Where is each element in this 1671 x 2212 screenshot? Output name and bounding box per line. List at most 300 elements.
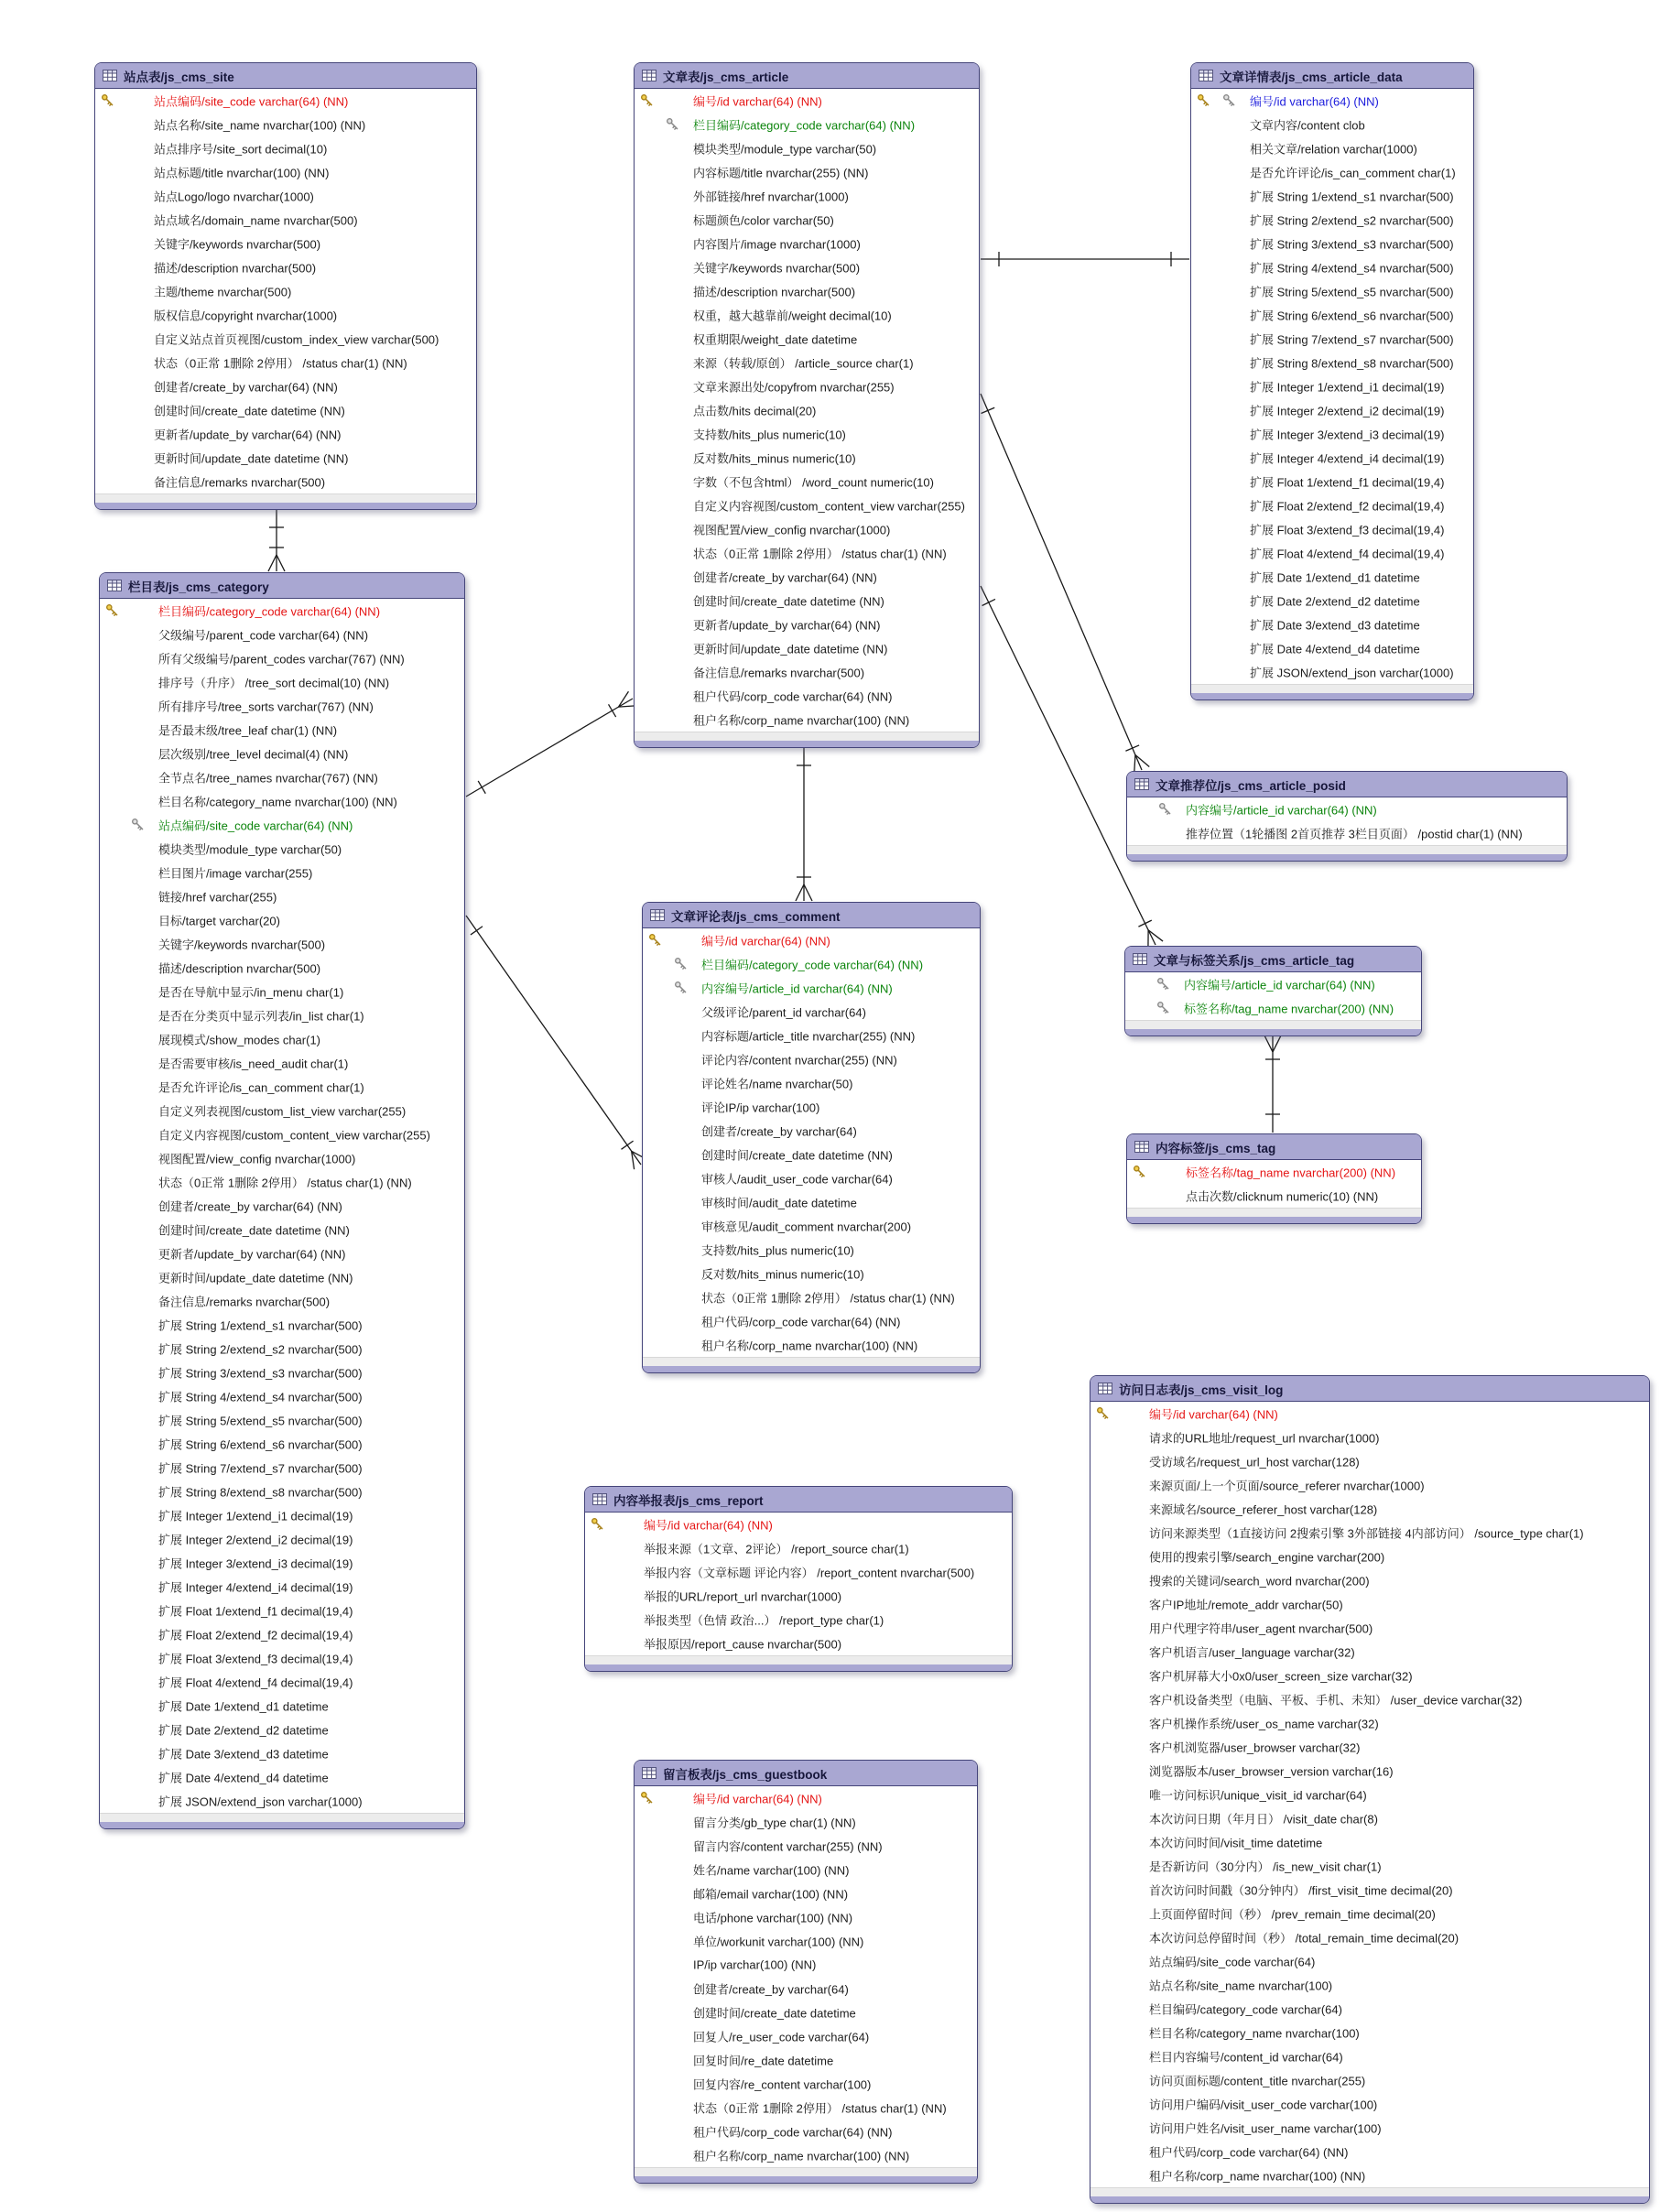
field-row bbox=[1090, 2163, 1649, 2187]
primary-key-icon bbox=[640, 1791, 654, 1809]
table-title: 文章评论表/js_cms_comment bbox=[671, 909, 841, 924]
field-label: 来源域名/source_referer_host varchar(128) bbox=[1149, 1502, 1378, 1517]
table-title: 文章表/js_cms_article bbox=[663, 70, 789, 84]
field-row bbox=[95, 208, 476, 232]
field-row bbox=[635, 565, 979, 589]
field-label: 编号/id varchar(64) (NN) bbox=[1250, 94, 1379, 109]
field-label: 创建时间/create_date datetime (NN) bbox=[693, 594, 884, 609]
table-title: 内容举报表/js_cms_report bbox=[613, 1493, 764, 1508]
field-label: IP/ip varchar(100) (NN) bbox=[693, 1957, 817, 1972]
table-header[interactable] bbox=[1090, 1376, 1649, 1402]
field-row bbox=[1090, 2021, 1649, 2044]
table-icon bbox=[1134, 778, 1149, 790]
field-label: 栏目图片/image varchar(255) bbox=[158, 866, 313, 881]
field-row bbox=[1090, 1711, 1649, 1735]
field-row bbox=[100, 694, 464, 718]
field-label: 内容编号/article_id varchar(64) (NN) bbox=[701, 981, 893, 996]
foreign-key-icon bbox=[1222, 93, 1236, 112]
field-label: 租户名称/corp_name nvarchar(100) (NN) bbox=[693, 713, 910, 728]
field-row bbox=[635, 255, 979, 279]
table-title: 文章推荐位/js_cms_article_posid bbox=[1156, 778, 1346, 793]
field-label: 状态（0正常 1删除 2停用） /status char(1) (NN) bbox=[701, 1291, 955, 1306]
field-row bbox=[643, 1309, 980, 1333]
table-js_cms_tag[interactable] bbox=[1126, 1133, 1422, 1224]
table-header[interactable] bbox=[585, 1487, 1012, 1513]
field-row bbox=[1090, 1664, 1649, 1687]
field-label: 更新者/update_by varchar(64) (NN) bbox=[158, 1247, 346, 1262]
field-row bbox=[1090, 1925, 1649, 1949]
field-label: 扩展 String 1/extend_s1 nvarchar(500) bbox=[158, 1318, 363, 1333]
field-label: 内容编号/article_id varchar(64) (NN) bbox=[1186, 803, 1377, 818]
field-label: 扩展 Integer 2/extend_i2 decimal(19) bbox=[1250, 404, 1445, 418]
field-label: 扩展 Float 4/extend_f4 decimal(19,4) bbox=[158, 1675, 353, 1690]
field-row bbox=[100, 813, 464, 837]
field-label: 外部链接/href nvarchar(1000) bbox=[693, 190, 849, 204]
table-fields bbox=[1090, 1402, 1649, 2187]
connector-category-comment bbox=[466, 916, 647, 1169]
field-label: 扩展 JSON/extend_json varchar(1000) bbox=[1250, 666, 1454, 680]
field-label: 文章来源出处/copyfrom nvarchar(255) bbox=[693, 380, 895, 395]
field-label: 请求的URL地址/request_url nvarchar(1000) bbox=[1149, 1431, 1380, 1446]
field-row bbox=[100, 1646, 464, 1670]
field-label: 扩展 Float 4/extend_f4 decimal(19,4) bbox=[1250, 547, 1445, 561]
table-header[interactable] bbox=[643, 903, 980, 928]
field-row bbox=[95, 89, 476, 113]
table-fields bbox=[100, 599, 464, 1813]
table-footer-bar bbox=[585, 1664, 1012, 1671]
field-label: 来源（转载/原创） /article_source char(1) bbox=[693, 356, 914, 371]
table-header[interactable] bbox=[1127, 1134, 1421, 1160]
field-row bbox=[100, 1337, 464, 1361]
field-label: 是否在分类页中显示列表/in_list char(1) bbox=[158, 1009, 364, 1024]
field-row bbox=[1090, 1806, 1649, 1830]
table-icon bbox=[642, 70, 656, 81]
field-row bbox=[95, 255, 476, 279]
table-footer bbox=[585, 1655, 1012, 1664]
field-row bbox=[1191, 660, 1473, 684]
table-footer-bar bbox=[1127, 1217, 1421, 1223]
field-row bbox=[635, 1858, 977, 1881]
field-row bbox=[1191, 589, 1473, 613]
foreign-key-icon bbox=[674, 957, 688, 975]
field-row bbox=[635, 1977, 977, 2001]
field-row bbox=[95, 113, 476, 136]
field-row bbox=[635, 398, 979, 422]
field-row bbox=[100, 1694, 464, 1718]
table-title: 文章与标签关系/js_cms_article_tag bbox=[1154, 953, 1355, 968]
field-row bbox=[643, 1047, 980, 1071]
table-header[interactable] bbox=[635, 63, 979, 89]
field-row bbox=[100, 742, 464, 765]
field-row bbox=[643, 1285, 980, 1309]
field-label: 访问页面标题/content_title nvarchar(255) bbox=[1149, 2074, 1366, 2088]
field-label: 使用的搜索引擎/search_engine varchar(200) bbox=[1149, 1550, 1385, 1565]
field-label: 点击数/hits decimal(20) bbox=[693, 404, 817, 418]
field-row bbox=[635, 303, 979, 327]
field-label: 推荐位置（1轮播图 2首页推荐 3栏目页面） /postid char(1) (NN) bbox=[1186, 827, 1523, 841]
field-row bbox=[100, 1741, 464, 1765]
table-header[interactable] bbox=[635, 1761, 977, 1786]
field-label: 栏目名称/category_name nvarchar(100) bbox=[1149, 2026, 1360, 2041]
field-row bbox=[1191, 565, 1473, 589]
field-row bbox=[643, 1190, 980, 1214]
table-footer-bar bbox=[1125, 1029, 1421, 1036]
field-row bbox=[1127, 1160, 1421, 1184]
field-row bbox=[643, 1214, 980, 1238]
field-label: 扩展 Integer 4/extend_i4 decimal(19) bbox=[1250, 451, 1445, 466]
field-row bbox=[100, 1122, 464, 1146]
field-row bbox=[585, 1608, 1012, 1632]
field-row bbox=[1090, 1521, 1649, 1545]
field-row bbox=[95, 279, 476, 303]
field-label: 扩展 Date 2/extend_d2 datetime bbox=[1250, 594, 1420, 609]
field-label: 审核时间/audit_date datetime bbox=[701, 1196, 857, 1210]
table-js_cms_article[interactable] bbox=[634, 62, 980, 748]
field-row bbox=[1191, 493, 1473, 517]
field-label: 扩展 String 4/extend_s4 nvarchar(500) bbox=[1250, 261, 1454, 276]
foreign-key-icon bbox=[674, 981, 688, 999]
field-row bbox=[1127, 1184, 1421, 1208]
field-label: 站点排序号/site_sort decimal(10) bbox=[154, 142, 328, 157]
field-row bbox=[95, 303, 476, 327]
field-label: 扩展 Integer 2/extend_i2 decimal(19) bbox=[158, 1533, 353, 1547]
field-label: 上页面停留时间（秒） /prev_remain_time decimal(20) bbox=[1149, 1907, 1436, 1922]
field-label: 更新者/update_by varchar(64) (NN) bbox=[154, 428, 342, 442]
field-label: 字数（不包含html） /word_count numeric(10) bbox=[693, 475, 934, 490]
field-row bbox=[1090, 1426, 1649, 1449]
field-label: 审核人/audit_user_code varchar(64) bbox=[701, 1172, 893, 1187]
field-label: 权重期限/weight_date datetime bbox=[693, 332, 858, 347]
field-row bbox=[1090, 1997, 1649, 2021]
table-title: 访问日志表/js_cms_visit_log bbox=[1119, 1382, 1284, 1397]
field-row bbox=[100, 765, 464, 789]
table-js_cms_article_data[interactable] bbox=[1190, 62, 1474, 700]
field-row bbox=[1191, 113, 1473, 136]
field-row bbox=[95, 184, 476, 208]
field-row bbox=[635, 327, 979, 351]
field-label: 客户机浏览器/user_browser varchar(32) bbox=[1149, 1740, 1361, 1755]
field-row bbox=[1090, 1592, 1649, 1616]
field-row bbox=[1090, 1878, 1649, 1902]
primary-key-icon bbox=[105, 603, 119, 622]
field-row bbox=[635, 2120, 977, 2143]
field-label: 视图配置/view_config nvarchar(1000) bbox=[158, 1152, 356, 1166]
table-header[interactable] bbox=[100, 573, 464, 599]
field-label: 支持数/hits_plus numeric(10) bbox=[701, 1243, 854, 1258]
field-label: 评论内容/content nvarchar(255) (NN) bbox=[701, 1053, 897, 1068]
field-row bbox=[635, 2048, 977, 2072]
field-row bbox=[95, 470, 476, 493]
field-row bbox=[1090, 1402, 1649, 1426]
table-icon bbox=[1199, 70, 1213, 81]
field-row bbox=[585, 1513, 1012, 1536]
field-row bbox=[1090, 1640, 1649, 1664]
field-row bbox=[100, 908, 464, 932]
field-label: 主题/theme nvarchar(500) bbox=[154, 285, 292, 299]
table-icon bbox=[592, 1493, 607, 1505]
table-footer bbox=[1127, 845, 1567, 854]
field-row bbox=[1125, 972, 1421, 996]
field-label: 是否允许评论/is_can_comment char(1) bbox=[1250, 166, 1456, 180]
table-js_cms_article_posid[interactable] bbox=[1126, 771, 1568, 862]
field-label: 回复时间/re_date datetime bbox=[693, 2054, 834, 2068]
field-row bbox=[100, 1527, 464, 1551]
field-label: 是否最末级/tree_leaf char(1) (NN) bbox=[158, 723, 338, 738]
field-label: 内容编号/article_id varchar(64) (NN) bbox=[1184, 978, 1375, 992]
field-row bbox=[100, 1599, 464, 1622]
field-label: 扩展 String 2/extend_s2 nvarchar(500) bbox=[1250, 213, 1454, 228]
field-row bbox=[100, 718, 464, 742]
table-js_cms_site[interactable] bbox=[94, 62, 477, 510]
field-label: 关键字/keywords nvarchar(500) bbox=[154, 237, 321, 252]
field-label: 站点名称/site_name nvarchar(100) (NN) bbox=[154, 118, 366, 133]
field-label: 姓名/name varchar(100) (NN) bbox=[693, 1863, 850, 1878]
field-row bbox=[1090, 1545, 1649, 1568]
field-label: 扩展 String 7/extend_s7 nvarchar(500) bbox=[158, 1461, 363, 1476]
field-label: 自定义列表视图/custom_list_view varchar(255) bbox=[158, 1104, 407, 1119]
field-label: 编号/id varchar(64) (NN) bbox=[693, 94, 822, 109]
field-row bbox=[635, 1786, 977, 1810]
field-label: 访问用户编码/visit_user_code varchar(100) bbox=[1149, 2098, 1378, 2112]
primary-key-icon bbox=[648, 933, 662, 951]
field-label: 创建者/create_by varchar(64) (NN) bbox=[154, 380, 338, 395]
table-footer-bar bbox=[1191, 693, 1473, 699]
field-label: 描述/description nvarchar(500) bbox=[154, 261, 317, 276]
field-row bbox=[100, 1027, 464, 1051]
table-icon bbox=[103, 70, 117, 81]
table-icon bbox=[1098, 1382, 1112, 1394]
field-label: 版权信息/copyright nvarchar(1000) bbox=[154, 309, 338, 323]
field-row bbox=[100, 1361, 464, 1384]
field-row bbox=[585, 1536, 1012, 1560]
table-header[interactable] bbox=[95, 63, 476, 89]
field-label: 链接/href varchar(255) bbox=[158, 890, 277, 905]
field-label: 是否需要审核/is_need_audit char(1) bbox=[158, 1057, 349, 1071]
field-row bbox=[1191, 255, 1473, 279]
field-label: 搜索的关键词/search_word nvarchar(200) bbox=[1149, 1574, 1370, 1589]
field-row bbox=[643, 1119, 980, 1143]
field-row bbox=[100, 1242, 464, 1265]
field-label: 编号/id varchar(64) (NN) bbox=[644, 1518, 773, 1533]
table-footer bbox=[1125, 1020, 1421, 1029]
field-label: 扩展 JSON/extend_json varchar(1000) bbox=[158, 1795, 363, 1809]
table-fields bbox=[635, 89, 979, 732]
field-label: 层次级别/tree_level decimal(4) (NN) bbox=[158, 747, 349, 762]
field-label: 模块类型/module_type varchar(50) bbox=[158, 842, 342, 857]
field-label: 自定义内容视图/custom_content_view varchar(255) bbox=[693, 499, 965, 514]
field-row bbox=[635, 184, 979, 208]
field-row bbox=[1090, 1616, 1649, 1640]
table-fields bbox=[95, 89, 476, 493]
table-icon bbox=[650, 909, 665, 921]
table-footer bbox=[635, 732, 979, 741]
field-label: 备注信息/remarks nvarchar(500) bbox=[693, 666, 865, 680]
field-row bbox=[1127, 797, 1567, 821]
connector-tag-article_tag bbox=[1264, 1036, 1281, 1133]
field-row bbox=[643, 952, 980, 976]
field-label: 站点编码/site_code varchar(64) (NN) bbox=[158, 819, 353, 833]
table-js_cms_report[interactable] bbox=[584, 1486, 1013, 1672]
field-label: 全节点名/tree_names nvarchar(767) (NN) bbox=[158, 771, 378, 786]
field-row bbox=[643, 1095, 980, 1119]
field-row bbox=[1191, 470, 1473, 493]
field-row bbox=[1090, 1783, 1649, 1806]
field-label: 创建时间/create_date datetime (NN) bbox=[701, 1148, 893, 1163]
table-footer-bar bbox=[1090, 2196, 1649, 2203]
field-label: 点击次数/clicknum numeric(10) (NN) bbox=[1186, 1189, 1379, 1204]
field-label: 模块类型/module_type varchar(50) bbox=[693, 142, 877, 157]
table-title: 内容标签/js_cms_tag bbox=[1156, 1141, 1276, 1155]
field-label: 留言内容/content varchar(255) (NN) bbox=[693, 1839, 883, 1854]
field-label: 租户代码/corp_code varchar(64) (NN) bbox=[701, 1315, 901, 1329]
field-row bbox=[1090, 1568, 1649, 1592]
field-row bbox=[643, 1262, 980, 1285]
field-label: 扩展 String 2/extend_s2 nvarchar(500) bbox=[158, 1342, 363, 1357]
field-label: 更新时间/update_date datetime (NN) bbox=[154, 451, 349, 466]
field-row bbox=[1191, 136, 1473, 160]
field-row bbox=[95, 446, 476, 470]
connector-article-article_tag bbox=[981, 586, 1163, 949]
field-label: 是否允许评论/is_can_comment char(1) bbox=[158, 1080, 364, 1095]
field-row bbox=[1090, 1854, 1649, 1878]
field-row bbox=[643, 1143, 980, 1166]
field-row bbox=[100, 1456, 464, 1480]
field-row bbox=[1191, 279, 1473, 303]
field-label: 扩展 String 7/extend_s7 nvarchar(500) bbox=[1250, 332, 1454, 347]
table-footer-bar bbox=[95, 503, 476, 509]
table-header[interactable] bbox=[1127, 772, 1567, 797]
table-footer-bar bbox=[100, 1822, 464, 1828]
field-label: 审核意见/audit_comment nvarchar(200) bbox=[701, 1220, 912, 1234]
field-label: 创建者/create_by varchar(64) (NN) bbox=[693, 570, 877, 585]
field-label: 举报类型（色情 政治...） /report_type char(1) bbox=[644, 1613, 884, 1628]
field-row bbox=[100, 1789, 464, 1813]
field-label: 反对数/hits_minus numeric(10) bbox=[693, 451, 856, 466]
table-js_cms_guestbook[interactable] bbox=[634, 1760, 978, 2184]
field-label: 创建者/create_by varchar(64) bbox=[701, 1124, 857, 1139]
field-label: 邮箱/email varchar(100) (NN) bbox=[693, 1887, 849, 1902]
field-row bbox=[1090, 1687, 1649, 1711]
field-label: 站点Logo/logo nvarchar(1000) bbox=[154, 190, 314, 204]
field-row bbox=[1191, 89, 1473, 113]
table-title: 栏目表/js_cms_category bbox=[128, 580, 269, 594]
field-label: 创建时间/create_date datetime (NN) bbox=[154, 404, 345, 418]
table-js_cms_comment[interactable] bbox=[642, 902, 981, 1373]
field-label: 状态（0正常 1删除 2停用） /status char(1) (NN) bbox=[158, 1176, 412, 1190]
table-footer bbox=[95, 493, 476, 503]
field-row bbox=[643, 1166, 980, 1190]
connector-category-article bbox=[466, 691, 637, 797]
field-row bbox=[100, 1194, 464, 1218]
table-header[interactable] bbox=[1125, 947, 1421, 972]
field-label: 扩展 Float 2/extend_f2 decimal(19,4) bbox=[1250, 499, 1445, 514]
field-row bbox=[635, 470, 979, 493]
field-label: 扩展 Date 3/extend_d3 datetime bbox=[1250, 618, 1420, 633]
field-row bbox=[95, 160, 476, 184]
primary-key-icon bbox=[1096, 1406, 1110, 1425]
table-fields bbox=[1191, 89, 1473, 684]
field-label: 编号/id varchar(64) (NN) bbox=[1149, 1407, 1278, 1422]
table-footer-bar bbox=[635, 741, 979, 747]
field-label: 是否新访问（30分内） /is_new_visit char(1) bbox=[1149, 1860, 1382, 1874]
foreign-key-icon bbox=[1158, 802, 1172, 820]
field-row bbox=[1127, 821, 1567, 845]
field-row bbox=[635, 374, 979, 398]
field-row bbox=[1090, 2068, 1649, 2092]
field-row bbox=[585, 1584, 1012, 1608]
field-row bbox=[635, 232, 979, 255]
field-row bbox=[100, 884, 464, 908]
field-label: 租户代码/corp_code varchar(64) (NN) bbox=[693, 2125, 893, 2140]
field-label: 扩展 Date 2/extend_d2 datetime bbox=[158, 1723, 329, 1738]
field-label: 扩展 Float 1/extend_f1 decimal(19,4) bbox=[158, 1604, 353, 1619]
field-label: 扩展 Date 4/extend_d4 datetime bbox=[158, 1771, 329, 1785]
field-label: 留言分类/gb_type char(1) (NN) bbox=[693, 1816, 856, 1830]
field-label: 扩展 Date 1/extend_d1 datetime bbox=[158, 1699, 329, 1714]
field-row bbox=[100, 980, 464, 1003]
field-label: 视图配置/view_config nvarchar(1000) bbox=[693, 523, 891, 537]
field-row bbox=[635, 113, 979, 136]
field-row bbox=[100, 932, 464, 956]
field-row bbox=[1191, 208, 1473, 232]
field-row bbox=[635, 636, 979, 660]
field-row bbox=[100, 1146, 464, 1170]
field-row bbox=[635, 613, 979, 636]
field-row bbox=[635, 1953, 977, 1977]
field-row bbox=[1191, 541, 1473, 565]
field-row bbox=[95, 232, 476, 255]
table-js_cms_article_tag[interactable] bbox=[1124, 946, 1422, 1036]
table-footer bbox=[1191, 684, 1473, 693]
field-row bbox=[1090, 2044, 1649, 2068]
field-row bbox=[635, 89, 979, 113]
field-label: 举报来源（1文章、2评论） /report_source char(1) bbox=[644, 1542, 909, 1556]
primary-key-icon bbox=[101, 93, 114, 112]
field-label: 标签名称/tag_name nvarchar(200) (NN) bbox=[1184, 1002, 1394, 1016]
field-label: 扩展 Date 3/extend_d3 datetime bbox=[158, 1747, 329, 1762]
field-row bbox=[635, 2096, 977, 2120]
field-row bbox=[643, 1238, 980, 1262]
foreign-key-icon bbox=[1156, 977, 1170, 995]
field-row bbox=[1090, 1973, 1649, 1997]
field-label: 目标/target varchar(20) bbox=[158, 914, 280, 928]
field-label: 相关文章/relation varchar(1000) bbox=[1250, 142, 1417, 157]
field-label: 客户机操作系统/user_os_name varchar(32) bbox=[1149, 1717, 1379, 1731]
field-row bbox=[100, 1384, 464, 1408]
table-footer bbox=[1127, 1208, 1421, 1217]
table-icon bbox=[1134, 1141, 1149, 1153]
field-row bbox=[635, 279, 979, 303]
field-row bbox=[585, 1632, 1012, 1655]
field-row bbox=[100, 1480, 464, 1503]
field-label: 租户名称/corp_name nvarchar(100) (NN) bbox=[1149, 2169, 1366, 2184]
table-js_cms_category[interactable] bbox=[99, 572, 465, 1829]
field-label: 创建者/create_by varchar(64) bbox=[693, 1982, 849, 1997]
field-row bbox=[1090, 1449, 1649, 1473]
field-label: 扩展 String 6/extend_s6 nvarchar(500) bbox=[1250, 309, 1454, 323]
field-label: 举报原因/report_cause nvarchar(500) bbox=[644, 1637, 842, 1652]
table-footer bbox=[100, 1813, 464, 1822]
field-row bbox=[100, 1622, 464, 1646]
primary-key-icon bbox=[591, 1517, 604, 1535]
field-label: 扩展 Integer 3/extend_i3 decimal(19) bbox=[158, 1556, 353, 1571]
field-row bbox=[1191, 446, 1473, 470]
field-label: 扩展 String 1/extend_s1 nvarchar(500) bbox=[1250, 190, 1454, 204]
table-js_cms_visit_log[interactable] bbox=[1090, 1375, 1650, 2204]
table-header[interactable] bbox=[1191, 63, 1473, 89]
table-fields bbox=[643, 928, 980, 1357]
field-label: 关键字/keywords nvarchar(500) bbox=[158, 938, 326, 952]
